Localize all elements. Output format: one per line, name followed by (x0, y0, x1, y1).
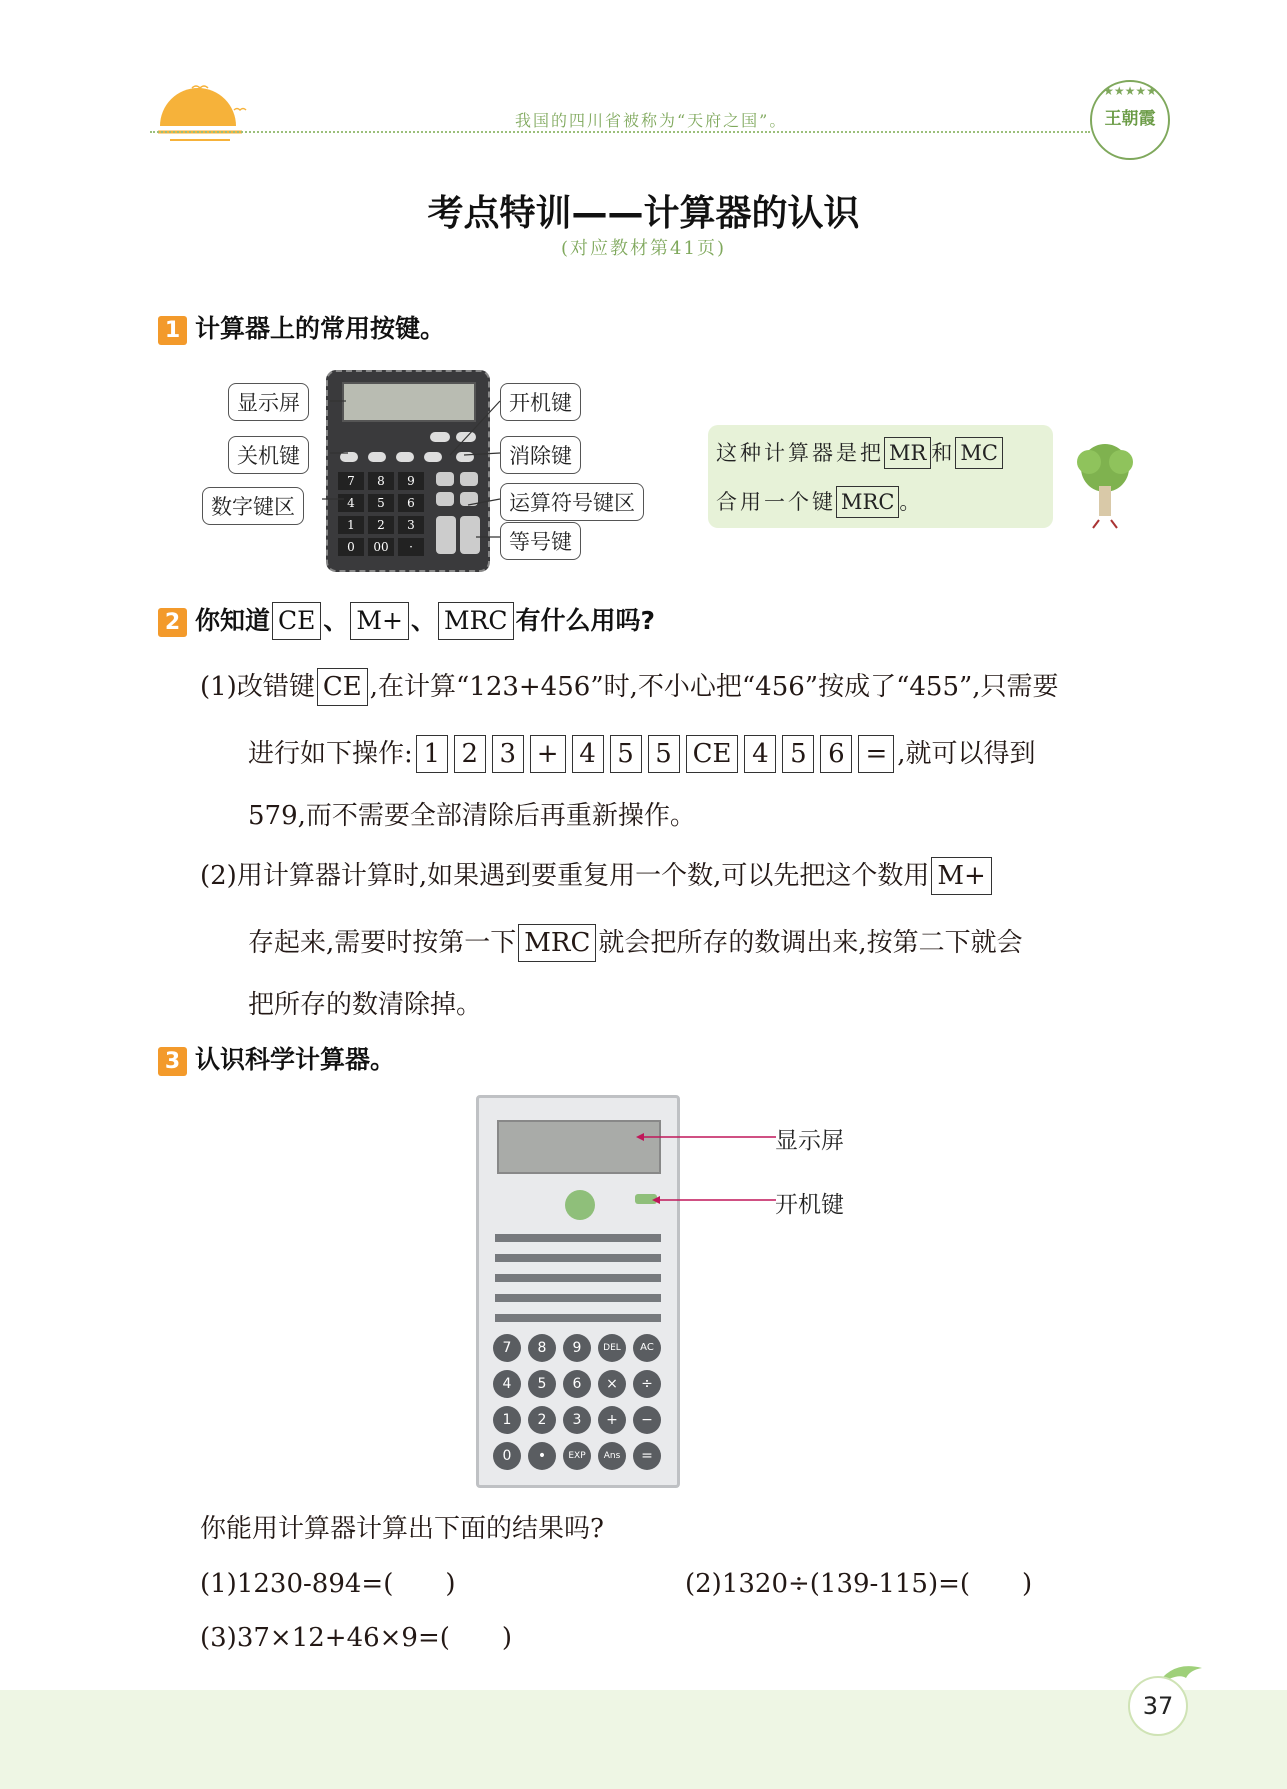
sci-main-keys (493, 1334, 663, 1470)
q2-paragraph-1-line-2 (248, 733, 1036, 773)
header-rule (150, 131, 1090, 133)
text: ,在计算“123+456”时,不小心把“456”按成了“455”,只需要 (369, 672, 1059, 702)
exercise-1: (1)1230-894=( ) (200, 1569, 456, 1599)
sci-key: 4 (493, 1370, 521, 1398)
key: 6 (398, 494, 424, 512)
question-2-heading (158, 601, 655, 640)
key: 0 (338, 538, 364, 556)
callout-arrows (634, 1125, 784, 1205)
key-seq: 1 (416, 735, 448, 773)
note-text: 和 (931, 441, 956, 465)
exercise-3: (3)37×12+46×9=( ) (200, 1623, 513, 1653)
key: 8 (368, 472, 394, 490)
sci-key: 2 (528, 1406, 556, 1434)
key-m-plus: M+ (931, 857, 991, 895)
key: 3 (398, 516, 424, 534)
key-seq: 6 (820, 735, 852, 773)
sci-key: AC (633, 1334, 661, 1362)
page-title: 考点特训——计算器的认识 (427, 193, 860, 234)
key-seq: + (530, 735, 566, 773)
header-text: 我国的四川省被称为“天府之国”。 (515, 111, 788, 130)
label-digit-area: 数字键区 (202, 487, 304, 525)
key-seq: CE (686, 735, 739, 773)
key-mrc: MRC (836, 486, 899, 518)
text: 存起来,需要时按第一下 (248, 928, 517, 958)
question-number: 3 (158, 1047, 187, 1076)
page-number: 37 (1128, 1676, 1188, 1736)
sci-key: EXP (563, 1442, 591, 1470)
note-text: 合用一个键 (716, 490, 836, 514)
sci-key: 0 (493, 1442, 521, 1470)
separator: 、 (410, 606, 436, 635)
label-on-key: 开机键 (500, 383, 581, 421)
q2-paragraph-2-line-3: 把所存的数清除掉。 (248, 990, 483, 1020)
question-number: 1 (158, 316, 187, 345)
sci-green-pad (565, 1190, 595, 1220)
note-line-1 (716, 437, 1003, 469)
key-seq: 4 (744, 735, 776, 773)
sunset-icon (150, 78, 250, 148)
key-seq: 4 (572, 735, 604, 773)
key-mr: MR (884, 437, 931, 469)
key-seq: 3 (492, 735, 524, 773)
key-seq: 5 (782, 735, 814, 773)
text: (1)改错键 (200, 672, 315, 702)
note-text: 这种计算器是把 (716, 441, 884, 465)
q2-paragraph-2-line-2 (248, 922, 1023, 962)
sci-small-keys (495, 1226, 661, 1326)
sci-key: 3 (563, 1406, 591, 1434)
question-3-heading (158, 1040, 395, 1076)
q2-paragraph-2-line-1 (200, 855, 994, 895)
key-seq: 2 (454, 735, 486, 773)
sci-key: = (633, 1442, 661, 1470)
text: 进行如下操作: (248, 739, 413, 769)
key-ce: CE (317, 668, 368, 706)
sci-key: Ans (598, 1442, 626, 1470)
sci-key: 1 (493, 1406, 521, 1434)
label-display: 显示屏 (228, 383, 309, 421)
key-seq: = (858, 735, 894, 773)
label-operator-area: 运算符号键区 (500, 483, 644, 521)
sci-key: 5 (528, 1370, 556, 1398)
q2-paragraph-1-line-1 (200, 666, 1059, 706)
question-text: 你知道 (195, 606, 271, 635)
text: ,就可以得到 (897, 739, 1036, 769)
key-mrc: MRC (438, 602, 514, 640)
question-text: 计算器上的常用按键。 (195, 314, 446, 343)
key-seq: 5 (648, 735, 680, 773)
sci-key: 6 (563, 1370, 591, 1398)
sci-key: ÷ (633, 1370, 661, 1398)
sci-key: 7 (493, 1334, 521, 1362)
label-clear-key: 消除键 (500, 436, 581, 474)
question-text: 有什么用吗? (515, 606, 656, 635)
sci-key: + (598, 1406, 626, 1434)
key-seq: 5 (610, 735, 642, 773)
text: 就会把所存的数调出来,按第二下就会 (598, 928, 1023, 958)
q2-paragraph-1-line-3: 579,而不需要全部清除后再重新操作。 (248, 801, 696, 831)
key-ce: CE (272, 602, 321, 640)
tree-mascot-icon (1065, 440, 1145, 530)
sci-key: DEL (598, 1334, 626, 1362)
label-leader-lines (300, 395, 510, 545)
exercise-2: (2)1320÷(139-115)=( ) (685, 1569, 1033, 1599)
note-line-2 (716, 486, 923, 518)
footer-band (0, 1690, 1287, 1789)
sci-key: • (528, 1442, 556, 1470)
separator: 、 (323, 606, 349, 635)
key: 7 (338, 472, 364, 490)
sci-key: × (598, 1370, 626, 1398)
question-text: 认识科学计算器。 (195, 1045, 396, 1074)
key-mc: MC (955, 437, 1003, 469)
key: 5 (368, 494, 394, 512)
logo: ★★★★★ 王朝霞 (1090, 80, 1170, 160)
logo-text: 王朝霞 (1104, 109, 1156, 129)
sci-key: 8 (528, 1334, 556, 1362)
page-subtitle: (对应教材第41页) (561, 238, 726, 259)
q3-question: 你能用计算器计算出下面的结果吗? (200, 1514, 604, 1544)
callout-on-key: 开机键 (775, 1192, 844, 1218)
callout-display: 显示屏 (775, 1128, 844, 1154)
key-mrc: MRC (518, 924, 596, 962)
key-m-plus: M+ (350, 602, 409, 640)
key: 4 (338, 494, 364, 512)
key: · (398, 538, 424, 556)
text: (2)用计算器计算时,如果遇到要重复用一个数,可以先把这个数用 (200, 861, 930, 891)
label-off-key: 关机键 (228, 436, 309, 474)
key: 1 (338, 516, 364, 534)
key: 2 (368, 516, 394, 534)
sci-key: − (633, 1406, 661, 1434)
key: 9 (398, 472, 424, 490)
label-equals-key: 等号键 (500, 522, 581, 560)
sci-key: 9 (563, 1334, 591, 1362)
key: 00 (368, 538, 394, 556)
note-text: 。 (899, 490, 924, 514)
question-1-heading (158, 309, 445, 345)
question-number: 2 (158, 608, 187, 637)
